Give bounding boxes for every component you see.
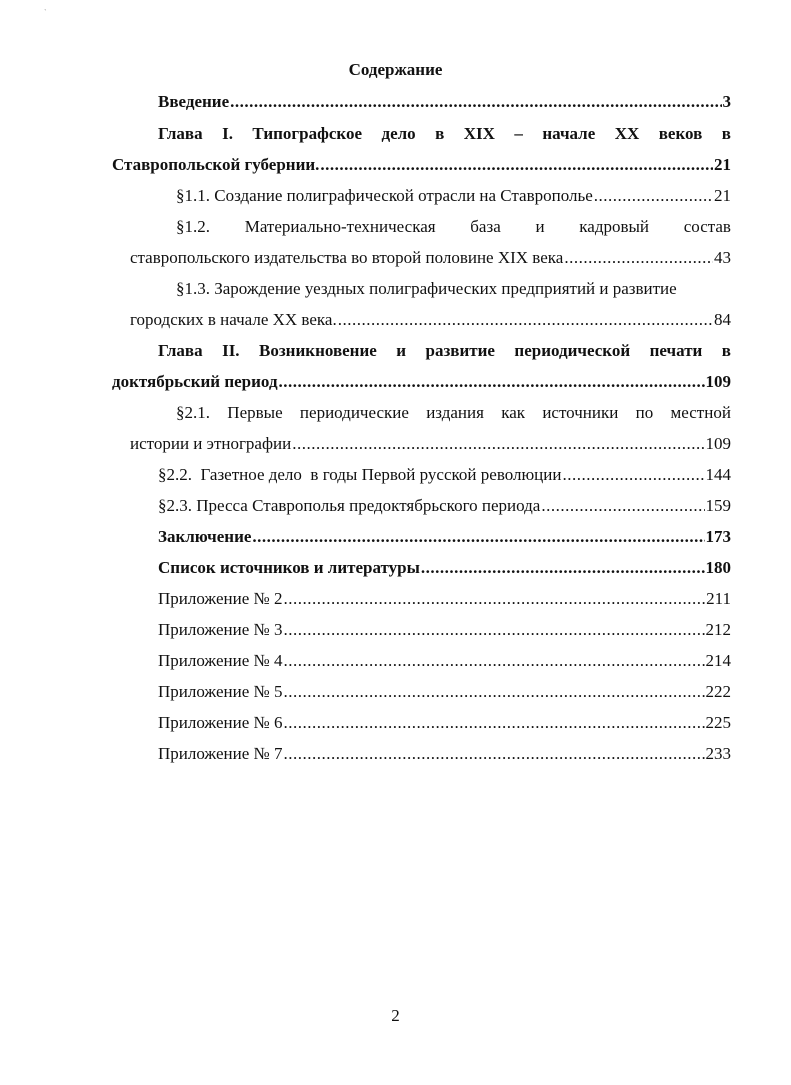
toc-page-number: 84 [714,310,731,329]
toc-entry-appendix[interactable] [158,743,731,765]
toc-word: Первые [227,403,283,422]
toc-word: как [501,403,526,422]
toc-word: и [535,217,545,236]
toc-entry-label: Введение [158,92,230,111]
toc-chapter2-line2[interactable] [112,371,731,393]
toc-page-number: 21 [714,155,731,174]
toc-page-number: 212 [705,620,731,639]
toc-entry-s2-2[interactable] [158,464,731,486]
toc-leader-dots [283,619,704,641]
toc-page-number: 109 [705,434,731,453]
toc-leader-dots [292,433,704,455]
toc-entry-appendix[interactable] [158,650,731,672]
toc-chapter1-line2[interactable] [112,154,731,176]
toc-word: в [721,341,731,360]
toc-leader-dots [338,309,713,331]
toc-word: начале [542,124,596,143]
page-title: Содержание [348,60,443,79]
toc-entry-label: §1.3. Зарождение уездных полиграфических предприятий и развитие [176,279,677,298]
toc-word: Глава [158,124,203,143]
toc-word: Материально-техническая [244,217,436,236]
toc-word: и [396,341,407,360]
toc-entry-label: Приложение № 7 [158,744,283,763]
toc-s2-1-line1[interactable] [176,402,731,424]
toc-entry-label: §2.3. Пресса Ставрополья предоктябрьского периода [158,496,541,515]
toc-leader-dots [283,681,704,703]
corner-mark: ` [44,8,47,17]
toc-word: состав [683,217,731,236]
toc-page-number: 222 [705,682,731,701]
toc-word: веков [658,124,703,143]
toc-word: база [470,217,501,236]
toc-leader-dots [594,185,713,207]
toc-entry-label: городских в начале XX века. [130,310,337,329]
toc-word: периодической [514,341,631,360]
toc-leader-dots [541,495,704,517]
toc-page-number: 233 [705,744,731,763]
toc-leader-dots [279,371,705,393]
toc-s1-2-line2[interactable] [130,247,731,269]
toc-word: в [721,124,731,143]
toc-entry-label: истории и этнографии [130,434,292,453]
toc-word: развитие [425,341,495,360]
toc-word: по [635,403,654,422]
toc-entry-label: Приложение № 2 [158,589,283,608]
toc-entry-label: Приложение № 5 [158,682,283,701]
toc-word: печати [649,341,703,360]
toc-s1-3-line1[interactable] [176,278,731,300]
toc-leader-dots [252,526,704,548]
toc-entry-label: Приложение № 6 [158,713,283,732]
toc-word: в [435,124,445,143]
toc-entry-introduction[interactable] [158,91,731,113]
toc-word: периодические [299,403,409,422]
toc-entry-label: Приложение № 3 [158,620,283,639]
toc-page-number: 180 [705,558,731,577]
toc-entry-label: доктябрьский период [112,372,278,391]
toc-entry-appendix[interactable] [158,681,731,703]
toc-page-number: 21 [714,186,731,205]
toc-entry-label: Заключение [158,527,252,546]
toc-chapter1-line1[interactable] [158,123,731,145]
toc-leader-dots [283,712,704,734]
toc-entry-appendix[interactable] [158,619,731,641]
toc-entry-appendix[interactable] [158,712,731,734]
toc-leader-dots [283,743,704,765]
toc-leader-dots [564,247,713,269]
toc-leader-dots [562,464,704,486]
toc-s1-2-line1[interactable] [176,216,731,238]
toc-entry-label: Приложение № 4 [158,651,283,670]
toc-page-number: 214 [705,651,731,670]
toc-word: Типографское [252,124,363,143]
toc-word: местной [670,403,731,422]
toc-word: XX [614,124,640,143]
toc-leader-dots [283,650,704,672]
toc-word: §2.1. [176,403,210,422]
toc-word: дело [381,124,416,143]
toc-page-number: 225 [705,713,731,732]
toc-leader-dots [320,154,713,176]
toc-chapter2-line1[interactable] [158,340,731,362]
toc-entry-label: ставропольского издательства во второй половине XIX века [130,248,564,267]
toc-page-number: 43 [714,248,731,267]
toc-word: Глава [158,341,203,360]
toc-leader-dots [421,557,705,579]
toc-s1-3-line2[interactable] [130,309,731,331]
toc-leader-dots [230,91,721,113]
toc-word: XIX [463,124,495,143]
toc-word: I. [222,124,233,143]
toc-page-number: 159 [705,496,731,515]
toc-page-number: 173 [705,527,731,546]
toc-entry-sources[interactable] [158,557,731,579]
page-number: 2 [391,1006,400,1025]
toc-page-number: 3 [722,92,731,111]
toc-page-number: 144 [705,465,731,484]
toc-entry-label: §1.1. Создание полиграфической отрасли на Ставрополье [176,186,593,205]
toc-word: источники [542,403,619,422]
toc-page-number: 211 [706,589,731,608]
toc-word: – [514,124,523,143]
toc-leader-dots [283,588,705,610]
toc-entry-label: Ставропольской губернии. [112,155,320,174]
toc-word: §1.2. [176,217,210,236]
toc-word: II. [222,341,240,360]
toc-s2-1-line2[interactable] [130,433,731,455]
toc-page-number: 109 [705,372,731,391]
toc-entry-appendix[interactable] [158,588,731,610]
toc-entry-s1-1[interactable] [176,185,731,207]
toc-word: кадровый [579,217,650,236]
toc-entry-s2-3[interactable] [158,495,731,517]
toc-word: издания [426,403,484,422]
toc-entry-label: Список источников и литературы [158,558,420,577]
toc-word: Возникновение [259,341,377,360]
toc-entry-label: §2.2. Газетное дело в годы Первой русской революции [158,465,562,484]
toc-entry-conclusion[interactable] [158,526,731,548]
